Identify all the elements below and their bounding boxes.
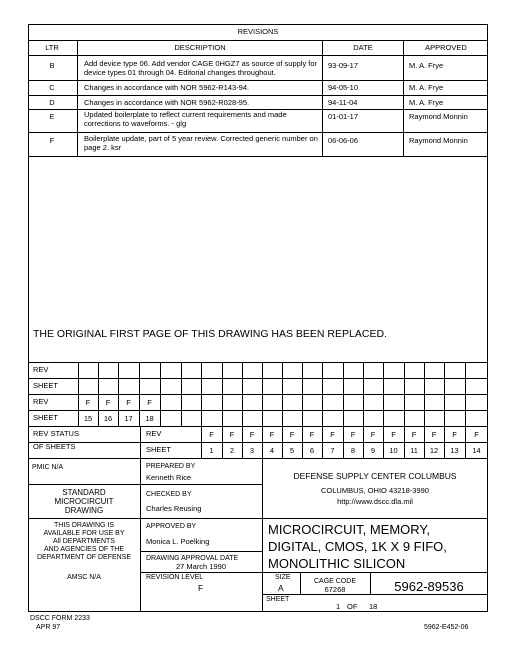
sheet-cell: 8 bbox=[350, 446, 356, 455]
rev-status-label: REV STATUS bbox=[33, 429, 79, 438]
rev-cell: F bbox=[209, 430, 214, 439]
approved-by-label: APPROVED BY bbox=[146, 523, 197, 530]
org-city: COLUMBUS, OHIO 43218-3990 bbox=[321, 486, 429, 495]
rev-cell: F bbox=[249, 430, 255, 439]
prepared-by-label: PREPARED BY bbox=[146, 463, 196, 470]
sheet-cell: 5 bbox=[289, 446, 295, 455]
sheet-cell: 14 bbox=[472, 446, 481, 455]
size-value: A bbox=[278, 583, 284, 593]
org-name: DEFENSE SUPPLY CENTER COLUMBUS bbox=[293, 471, 457, 481]
rev-cell: F bbox=[411, 430, 417, 439]
rev-row-date: 94-05-10 bbox=[328, 83, 359, 92]
rev-row-label: REV bbox=[33, 397, 49, 406]
drawing-title: MICROCIRCUIT, MEMORY, DIGITAL, CMOS, 1K X 9 FIFO, MONOLITHIC SILICON bbox=[268, 522, 447, 571]
sheet-number: 1 bbox=[336, 602, 341, 611]
rev-cell: F bbox=[474, 430, 479, 439]
sheet-total: 18 bbox=[369, 602, 378, 611]
rev-row-approved: M. A. Frye bbox=[409, 98, 444, 107]
rev-row-approved: M. A. Frye bbox=[409, 83, 444, 92]
rev-cell: F bbox=[309, 430, 315, 439]
sheet-cell: 11 bbox=[410, 446, 418, 455]
rev-cell: F bbox=[147, 398, 152, 407]
rev-cell: F bbox=[370, 430, 376, 439]
rev-row-date: 06-06-06 bbox=[328, 136, 359, 145]
rev-cell: F bbox=[330, 430, 335, 439]
rev-row-date: 94-11-04 bbox=[328, 98, 358, 107]
sheet-row-label: SHEET bbox=[33, 413, 59, 422]
rev-header-date: DATE bbox=[353, 43, 373, 52]
rev-cell: F bbox=[126, 398, 131, 407]
sheet-cell: 13 bbox=[450, 446, 459, 455]
prepared-by-name: Kenneth Rice bbox=[146, 473, 192, 482]
rev-row-approved: Raymond Monnin bbox=[409, 112, 468, 121]
sheet-label: SHEET bbox=[266, 596, 290, 603]
of-sheets-label: OF SHEETS bbox=[33, 442, 76, 451]
rev-row-ltr: B bbox=[49, 61, 55, 70]
cage-code-label: CAGE CODE bbox=[313, 578, 356, 585]
sheet-cell: 17 bbox=[124, 414, 133, 423]
rev-row-approved: Raymond Monnin bbox=[409, 136, 468, 145]
sheet-of: OF bbox=[347, 602, 358, 611]
rev-cell: F bbox=[105, 398, 111, 407]
rev-cell: F bbox=[289, 430, 295, 439]
checked-by-label: CHECKED BY bbox=[146, 491, 192, 498]
rev-row-label: REV bbox=[33, 365, 49, 374]
document-id: 5962-E452-06 bbox=[424, 624, 469, 631]
approval-date: 27 March 1990 bbox=[175, 562, 227, 571]
rev-row-ltr: F bbox=[49, 136, 55, 145]
sheet-cell: 12 bbox=[429, 446, 439, 455]
rev-row-approved: M. A. Frye bbox=[409, 61, 444, 70]
sheet-cell: 15 bbox=[83, 414, 93, 423]
part-number: 5962-89536 bbox=[394, 579, 464, 594]
rev-cell: F bbox=[229, 430, 235, 439]
sheet-row-label: SHEET bbox=[146, 445, 172, 454]
rev-row-description: Add device type 06. Add vendor CAGE 0HGZ7 as source of supply for device types 01 through 04. Editorial changes throughout. bbox=[84, 59, 318, 77]
availability-statement: THIS DRAWING IS AVAILABLE FOR USE BY All DEPARTMENTS AND AGENCIES OF THE DEPARTMENT OF DEFENSE bbox=[36, 522, 132, 562]
sheet-cell: 1 bbox=[209, 446, 214, 455]
rev-header-description: DESCRIPTION bbox=[174, 43, 226, 52]
rev-row-label: REV bbox=[146, 429, 162, 438]
rev-row-date: 93-09-17 bbox=[328, 61, 359, 70]
org-url: http://www.dscc.dla.mil bbox=[337, 497, 413, 506]
rev-row-description: Boilerplate update, part of 5 year review. Corrected generic number on page 2. ksr bbox=[84, 134, 318, 152]
rev-cell: F bbox=[85, 398, 91, 407]
approved-by-name: Monica L. Poelking bbox=[146, 537, 210, 546]
sheet-cell: 9 bbox=[370, 446, 376, 455]
standard-microcircuit-drawing: STANDARD MICROCIRCUIT DRAWING bbox=[54, 488, 114, 516]
sheet-row-label: SHEET bbox=[33, 381, 59, 390]
revisions-title: REVISIONS bbox=[237, 27, 279, 36]
rev-cell: F bbox=[391, 430, 396, 439]
rev-cell: F bbox=[350, 430, 356, 439]
form-date: APR 97 bbox=[36, 624, 61, 631]
pmic-label: PMIC N/A bbox=[32, 464, 64, 471]
sheet-cell: 10 bbox=[389, 446, 398, 455]
sheet-cell: 6 bbox=[309, 446, 315, 455]
sheet-cell: 4 bbox=[269, 446, 275, 455]
cage-code: 67268 bbox=[324, 585, 346, 594]
size-label: SIZE bbox=[275, 574, 291, 581]
sheet-cell: 18 bbox=[145, 414, 154, 423]
rev-row-description: Updated boilerplate to reflect current requirements and made corrections to waveforms. - glg bbox=[84, 110, 287, 128]
rev-row-ltr: C bbox=[49, 83, 55, 92]
rev-cell: F bbox=[431, 430, 437, 439]
rev-row-ltr: D bbox=[49, 98, 55, 107]
amsc-label: AMSC N/A bbox=[67, 574, 101, 581]
rev-row-description: Changes in accordance with NOR 5962-R143-94. bbox=[84, 83, 250, 92]
rev-row-date: 01-01-17 bbox=[328, 112, 359, 121]
revision-level-label: REVISION LEVEL bbox=[146, 574, 204, 581]
rev-header-ltr: LTR bbox=[45, 43, 59, 52]
revision-level: F bbox=[198, 583, 204, 593]
checked-by-name: Charles Reusing bbox=[146, 504, 202, 513]
form-number: DSCC FORM 2233 bbox=[30, 615, 90, 622]
approval-date-label: DRAWING APPROVAL DATE bbox=[146, 555, 239, 562]
sheet-cell: 7 bbox=[330, 446, 335, 455]
sheet-cell: 2 bbox=[229, 446, 235, 455]
rev-row-description: Changes in accordance with NOR 5962-R028-95. bbox=[84, 98, 250, 107]
sheet-cell: 16 bbox=[103, 414, 113, 423]
sheet-cell: 3 bbox=[249, 446, 255, 455]
rev-row-ltr: E bbox=[49, 112, 55, 121]
rev-cell: F bbox=[452, 430, 457, 439]
rev-cell: F bbox=[269, 430, 275, 439]
replacement-notice: THE ORIGINAL FIRST PAGE OF THIS DRAWING HAS BEEN REPLACED. bbox=[33, 328, 387, 340]
rev-header-approved: APPROVED bbox=[425, 43, 467, 52]
